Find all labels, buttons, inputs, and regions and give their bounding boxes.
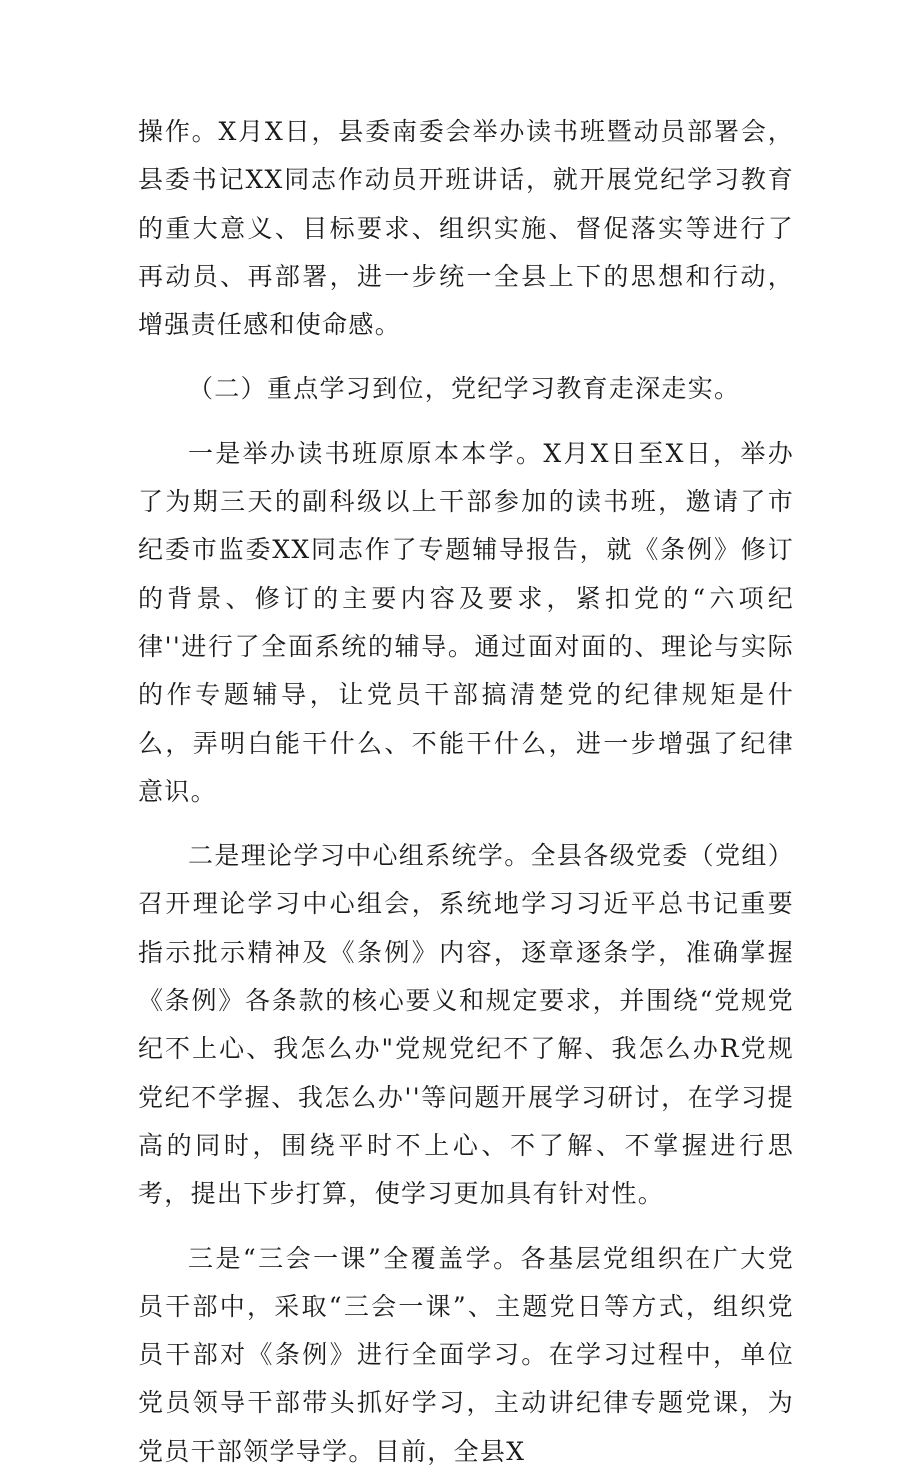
paragraph-theory-study-group: 二是理论学习中心组系统学。全县各级党委（党组）召开理论学习中心组会，系统地学习习近平总书记重要指示批示精神及《条例》内容，逐章逐条学，准确掌握《条例》各条款的核心要义和规定要求，并围绕“党规党纪不上心、我怎么办"党规党纪不了解、我怎么办R党规党纪不学握、我怎么办''等问题开展学习研讨，在学习提高的同时，围绕平时不上心、不了解、不掌握进行思考，提出下步打算，使学习更加具有针对性。 [138,841,794,1209]
paragraph-continuation: 操作。X月X日，县委南委会举办读书班暨动员部署会，县委书记XX同志作动员开班讲话，就开展党纪学习教育的重大意义、目标要求、组织实施、督促落实等进行了再动员、再部署，进一步统一全县上下的思想和行动，增强责任感和使命感。 [138,117,794,340]
document-body [138,108,794,1476]
paragraph-three-meetings: 三是“三会一课”全覆盖学。各基层党组织在广大党员干部中，采取“三会一课”、主题党日等方式，组织党员干部对《条例》进行全面学习。在学习过程中，单位党员领导干部带头抓好学习，主动讲纪律专题党课，为党员干部领学导学。目前，全县X [138,1243,794,1466]
paragraph-reading-class: 一是举办读书班原原本本学。X月X日至X日，举办了为期三天的副科级以上干部参加的读书班，邀请了市纪委市监委XX同志作了专题辅导报告，就《条例》修订的背景、修订的主要内容及要求，紧扣党的“六项纪律''进行了全面系统的辅导。通过面对面的、理论与实际的作专题辅导，让党员干部搞清楚党的纪律规矩是什么，弄明白能干什么、不能干什么，进一步增强了纪律意识。 [138,438,794,806]
section-heading: （二）重点学习到位，党纪学习教育走深走实。 [188,374,741,404]
